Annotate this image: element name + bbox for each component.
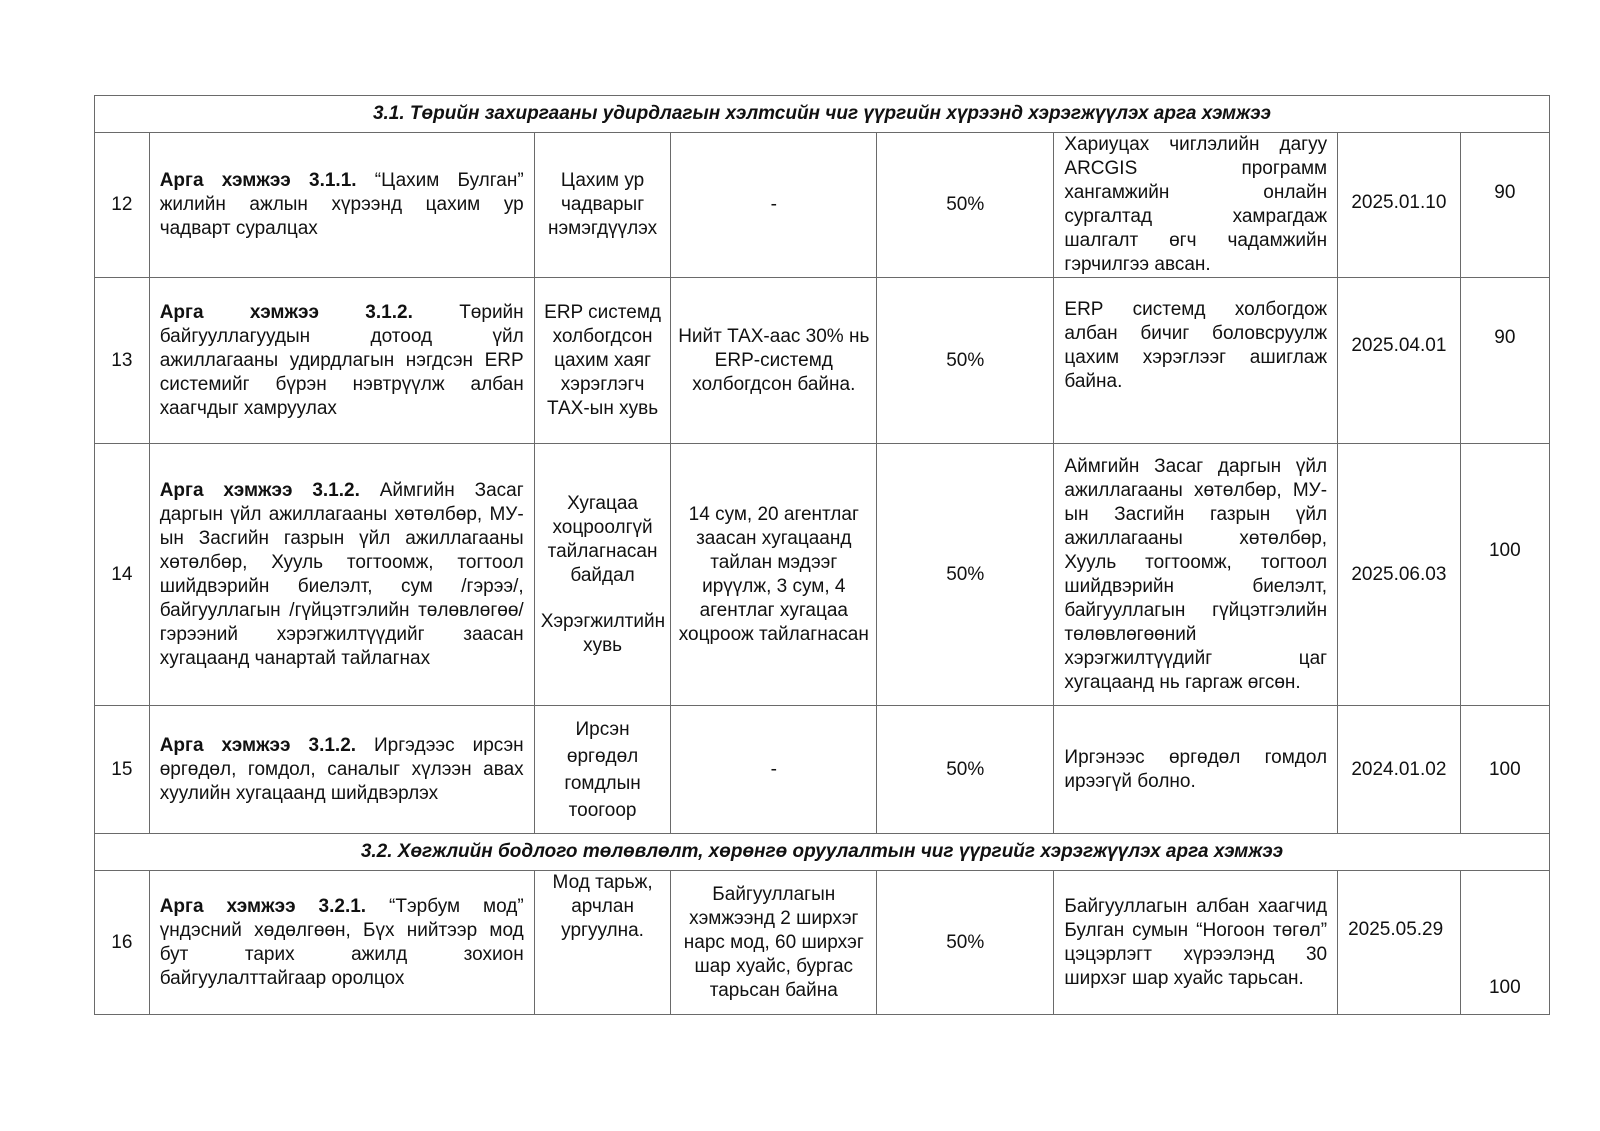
table-row bbox=[95, 278, 1550, 444]
indicator-text-secondary: Хэрэгжилтийн хувь bbox=[540, 610, 666, 656]
weight-cell: 50% bbox=[877, 706, 1054, 834]
measure-text: Аймгийн Засаг даргын үйл ажиллагааны хөтөлбөр, МУ-ын Засгийн газрын үйл ажиллагааны хөтөлбөр, Хууль тогтоомж, тогтоол шийдвэрийн биелэлт, сум /гэрээ/, байгууллагын /гүйцэтгэлийн төлөвлөгөө/ гэрээний хэрэгжилтүүдийг заасан хугацаанд чанартай тайлагнах bbox=[159, 479, 524, 669]
score-cell: 100 bbox=[1460, 706, 1549, 834]
result-cell: ERP системд холбогдож албан бичиг боловсруулж цахим хэрэглээг ашиглаж байна. bbox=[1054, 278, 1338, 444]
row-number: 15 bbox=[95, 706, 150, 834]
measure-label: Арга хэмжээ 3.1.2. bbox=[159, 479, 360, 501]
row-number: 12 bbox=[95, 133, 150, 278]
table-row bbox=[95, 871, 1550, 1015]
indicator-cell: ERP системд холбогдсон цахим хаяг хэрэглэгч ТАХ-ын хувь bbox=[534, 278, 671, 444]
measure-text: “Тэрбум мод” үндэсний хөдөлгөөн, Бүх нийтээр мод бут тарих ажилд зохион байгуулалттайгаар оролцох bbox=[159, 895, 524, 989]
target-cell: 14 сум, 20 агентлаг заасан хугацаанд тайлан мэдээг ирүүлж, 3 сум, 4 агентлаг хугацаа хоцроож тайлагнасан bbox=[671, 444, 877, 706]
measure-label: Арга хэмжээ 3.1.2. bbox=[159, 734, 357, 756]
score-cell: 100 bbox=[1460, 871, 1549, 1015]
table-row bbox=[95, 444, 1550, 706]
target-cell: Нийт ТАХ-аас 30% нь ERP-системд холбогдсон байна. bbox=[671, 278, 877, 444]
date-cell: 2025.01.10 bbox=[1338, 133, 1461, 278]
measure-label: Арга хэмжээ 3.1.2. bbox=[159, 301, 413, 323]
indicator-text: Хугацаа хоцроолгүй тайлагнасан байдал bbox=[547, 492, 658, 586]
document-page bbox=[94, 95, 1550, 1015]
target-cell: - bbox=[671, 706, 877, 834]
date-cell: 2025.04.01 bbox=[1338, 278, 1461, 444]
score-cell: 90 bbox=[1460, 133, 1549, 278]
result-cell: Аймгийн Засаг даргын үйл ажиллагааны хөтөлбөр, МУ-ын Засгийн газрын үйл ажиллагааны хөтөлбөр, Хууль тогтоомж, тогтоол шийдвэрийн биелэлт, байгууллагын гүйцэтгэлийн төлөвлөгөөний хэрэгжилтүүдийг цаг хугацаанд нь гаргаж өгсөн. bbox=[1054, 444, 1338, 706]
indicator-cell: Ирсэн өргөдөл гомдлын тоогоор bbox=[534, 706, 671, 834]
action-plan-table bbox=[94, 95, 1550, 1015]
measure-cell bbox=[149, 706, 534, 834]
indicator-cell: Мод тарьж, арчлан ургуулна. bbox=[534, 871, 671, 1015]
result-cell: Хариуцах чиглэлийн дагуу ARCGIS программ хангамжийн онлайн сургалтад хамрагдаж шалгалт өгч чадамжийн гэрчилгээ авсан. bbox=[1054, 133, 1338, 278]
date-cell: 2025.06.03 bbox=[1338, 444, 1461, 706]
section-title: 3.1. Төрийн захиргааны удирдлагын хэлтсийн чиг үүргийн хүрээнд хэрэгжүүлэх арга хэмжээ bbox=[95, 96, 1550, 133]
section-header-row bbox=[95, 834, 1550, 871]
weight-cell: 50% bbox=[877, 133, 1054, 278]
measure-cell bbox=[149, 444, 534, 706]
indicator-cell bbox=[534, 444, 671, 706]
measure-label: Арга хэмжээ 3.1.1. bbox=[159, 170, 357, 191]
score-cell: 100 bbox=[1460, 444, 1549, 706]
weight-cell: 50% bbox=[877, 871, 1054, 1015]
measure-cell bbox=[149, 278, 534, 444]
section-title: 3.2. Хөгжлийн бодлого төлөвлөлт, хөрөнгө оруулалтын чиг үүргийг хэрэгжүүлэх арга хэмжээ bbox=[95, 834, 1550, 871]
date-cell: 2025.05.29 bbox=[1338, 871, 1461, 1015]
table-row bbox=[95, 133, 1550, 278]
measure-label: Арга хэмжээ 3.2.1. bbox=[159, 895, 367, 917]
measure-cell bbox=[149, 871, 534, 1015]
row-number: 14 bbox=[95, 444, 150, 706]
indicator-cell: Цахим ур чадварыг нэмэгдүүлэх bbox=[534, 133, 671, 278]
date-cell: 2024.01.02 bbox=[1338, 706, 1461, 834]
measure-cell bbox=[149, 133, 534, 278]
target-cell: Байгууллагын хэмжээнд 2 ширхэг нарс мод, 60 ширхэг шар хуайс, бургас тарьсан байна bbox=[671, 871, 877, 1015]
table-row bbox=[95, 706, 1550, 834]
measure-text: Төрийн байгууллагуудын дотоод үйл ажиллагааны удирдлагын нэгдсэн ERP системийг бүрэн нэвтрүүлж албан хаагчдыг хамруулах bbox=[159, 301, 524, 419]
weight-cell: 50% bbox=[877, 278, 1054, 444]
measure-text: Иргэдээс ирсэн өргөдөл, гомдол, саналыг хүлээн авах хуулийн хугацаанд шийдвэрлэх bbox=[159, 734, 524, 804]
row-number: 16 bbox=[95, 871, 150, 1015]
target-cell: - bbox=[671, 133, 877, 278]
result-cell: Байгууллагын албан хаагчид Булган сумын “Ногоон төгөл” цэцэрлэгт хүрээлэнд 30 ширхэг шар хуайс тарьсан. bbox=[1054, 871, 1338, 1015]
score-cell: 90 bbox=[1460, 278, 1549, 444]
section-header-row bbox=[95, 96, 1550, 133]
row-number: 13 bbox=[95, 278, 150, 444]
weight-cell: 50% bbox=[877, 444, 1054, 706]
result-cell: Иргэнээс өргөдөл гомдол ирээгүй болно. bbox=[1054, 706, 1338, 834]
measure-text: “Цахим Булган” жилийн ажлын хүрээнд цахим ур чадварт суралцах bbox=[159, 170, 524, 239]
